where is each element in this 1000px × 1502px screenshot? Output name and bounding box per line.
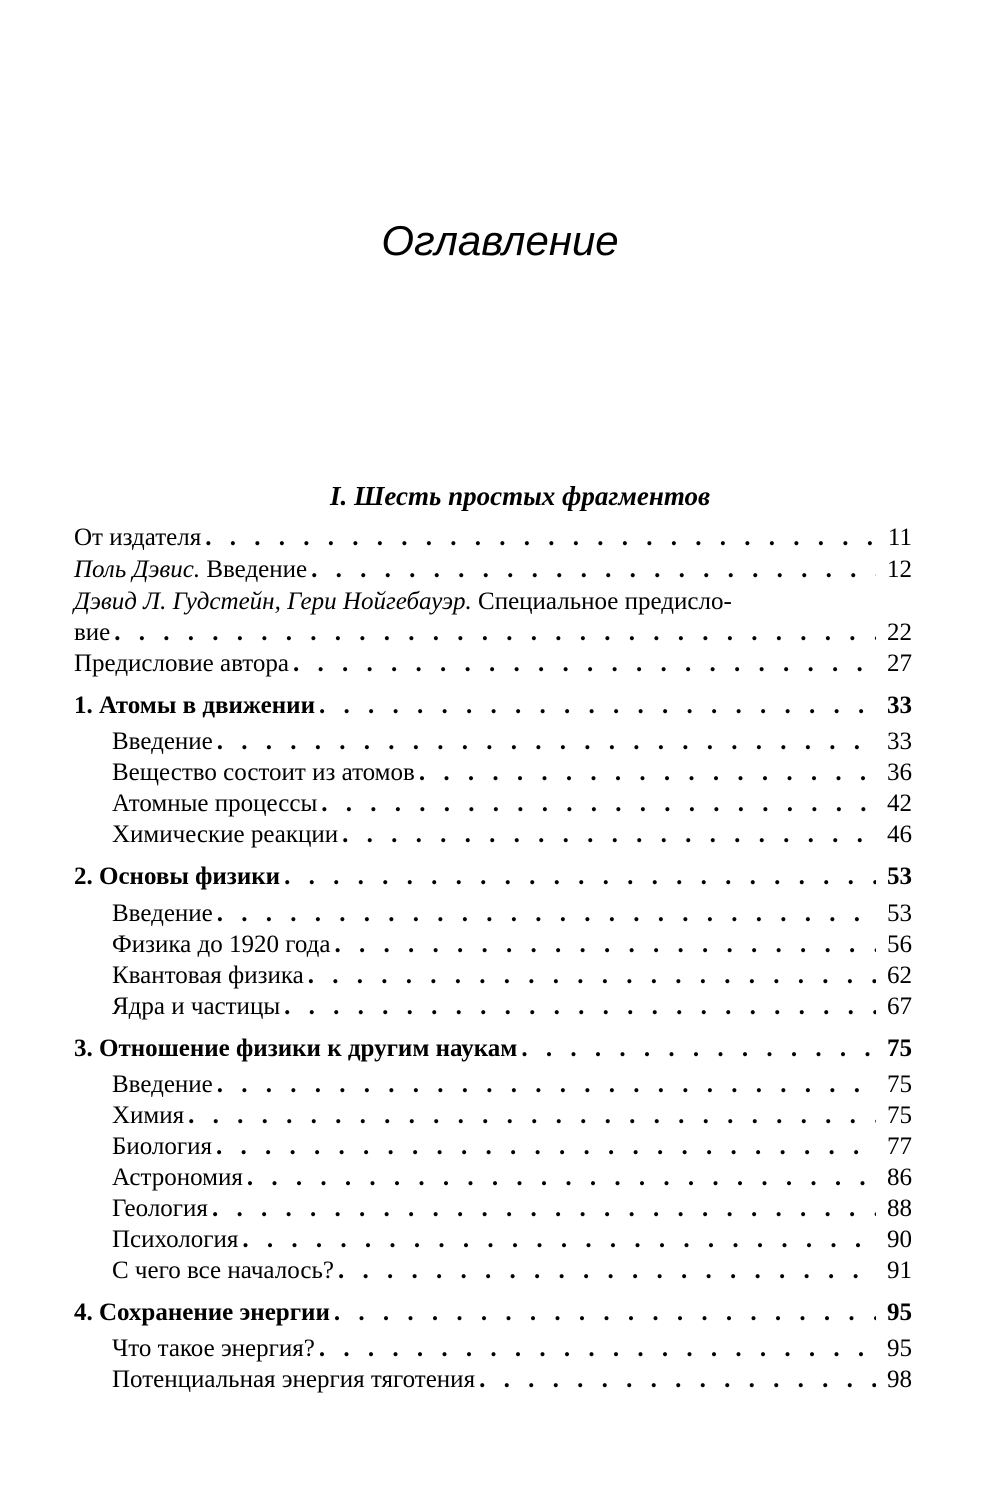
chapter-title: 4. Сохранение энергии: [74, 1299, 330, 1326]
toc-section[interactable]: [112, 1364, 912, 1396]
section-title: С чего все началось?: [112, 1257, 334, 1284]
section-title: Ядра и частицы: [112, 993, 281, 1020]
section-title: Атомные процессы: [112, 790, 318, 817]
dot-leader: [205, 522, 876, 554]
toc-chapter[interactable]: [74, 690, 912, 722]
toc-chapter[interactable]: [74, 1297, 912, 1329]
dot-leader: [319, 690, 876, 722]
page-number: 27: [887, 650, 912, 677]
dot-leader: [419, 757, 876, 789]
section-title: Физика до 1920 года: [112, 931, 331, 958]
page-number: 95: [887, 1299, 912, 1326]
page-number: 88: [887, 1195, 912, 1222]
page-number: 91: [887, 1257, 912, 1284]
toc-section[interactable]: [112, 1131, 912, 1163]
entry-title: вие: [74, 619, 111, 646]
dot-leader: [284, 991, 876, 1023]
toc-section[interactable]: [112, 1255, 912, 1287]
toc-entry-line[interactable]: [74, 586, 912, 618]
entry-title: [74, 554, 307, 586]
page-number: 75: [887, 1102, 912, 1129]
toc-entry[interactable]: [74, 554, 912, 586]
section-title: Химические реакции: [112, 821, 339, 848]
toc-entry[interactable]: [74, 648, 912, 680]
toc-entry[interactable]: [74, 522, 912, 554]
page-number: 62: [887, 962, 912, 989]
toc-section[interactable]: [112, 757, 912, 789]
page-number: 98: [887, 1366, 912, 1393]
entry-title: От издателя: [74, 524, 202, 551]
page-number: 67: [887, 993, 912, 1020]
page-number: 22: [887, 619, 912, 646]
section-title: Потенциальная энергия тяготения: [112, 1366, 476, 1393]
dot-leader: [284, 861, 876, 893]
toc-section[interactable]: [112, 898, 912, 930]
toc-section[interactable]: [112, 1193, 912, 1225]
dot-leader: [247, 1162, 876, 1194]
dot-leader: [334, 929, 876, 961]
dot-leader: [114, 617, 876, 649]
dot-leader: [212, 1193, 876, 1225]
page-number: 77: [887, 1133, 912, 1160]
dot-leader: [311, 554, 876, 586]
entry-title: Предисловие автора: [74, 650, 289, 677]
page-number: 53: [887, 863, 912, 890]
dot-leader: [479, 1364, 876, 1396]
section-title: Геология: [112, 1195, 208, 1222]
page-number: 95: [887, 1335, 912, 1362]
toc-section[interactable]: [112, 1162, 912, 1194]
toc-section[interactable]: [112, 726, 912, 758]
page-number: 56: [887, 931, 912, 958]
dot-leader: [217, 726, 876, 758]
section-title: Вещество состоит из атомов: [112, 759, 415, 786]
entry-author: Поль Дэвис.: [74, 556, 201, 583]
section-title: Биология: [112, 1133, 213, 1160]
page-number: 33: [887, 692, 912, 719]
entry-text: Введение: [200, 556, 308, 583]
section-title: Психология: [112, 1226, 239, 1253]
toc-section[interactable]: [112, 819, 912, 851]
toc-section[interactable]: [112, 1069, 912, 1101]
page-number: 46: [887, 821, 912, 848]
dot-leader: [319, 1333, 876, 1365]
section-title: Введение: [112, 728, 213, 755]
page-number: 53: [887, 900, 912, 927]
section-title: Астрономия: [112, 1164, 243, 1191]
entry-author: Дэвид Л. Гудстейн, Гери Нойгебауэр.: [74, 588, 472, 615]
page-number: 12: [887, 556, 912, 583]
page-number: 33: [887, 728, 912, 755]
section-title: Химия: [112, 1102, 185, 1129]
entry-text: Специальное предисло-: [471, 588, 732, 615]
dot-leader: [216, 1131, 876, 1163]
toc-section[interactable]: [112, 1333, 912, 1365]
toc-section[interactable]: [112, 1100, 912, 1132]
dot-leader: [308, 960, 876, 992]
toc-section[interactable]: [112, 929, 912, 961]
page-number: 75: [887, 1035, 912, 1062]
page-title: Оглавление: [381, 217, 619, 264]
toc-chapter[interactable]: [74, 1033, 912, 1065]
page-number: 86: [887, 1164, 912, 1191]
page-number: 75: [887, 1071, 912, 1098]
page-number: 11: [887, 524, 912, 551]
page-number: 36: [887, 759, 912, 786]
toc-section[interactable]: [112, 960, 912, 992]
toc-entry[interactable]: [74, 617, 912, 649]
page-number: 42: [887, 790, 912, 817]
section-title: Квантовая физика: [112, 962, 304, 989]
dot-leader: [217, 898, 876, 930]
dot-leader: [242, 1224, 876, 1256]
section-title: Что такое энергия?: [112, 1335, 315, 1362]
chapter-title: 2. Основы физики: [74, 863, 281, 890]
page-number: 90: [887, 1226, 912, 1253]
section-title: Введение: [112, 900, 213, 927]
dot-leader: [293, 648, 876, 680]
toc-section[interactable]: [112, 1224, 912, 1256]
dot-leader: [217, 1069, 876, 1101]
toc-section[interactable]: [112, 788, 912, 820]
section-title: Введение: [112, 1071, 213, 1098]
toc-chapter[interactable]: [74, 861, 912, 893]
dot-leader: [338, 1255, 876, 1287]
dot-leader: [188, 1100, 876, 1132]
dot-leader: [321, 788, 876, 820]
toc-section[interactable]: [112, 991, 912, 1023]
chapter-title: 3. Отношение физики к другим наукам: [74, 1035, 518, 1062]
dot-leader: [334, 1297, 876, 1329]
dot-leader: [521, 1033, 876, 1065]
part-title: I. Шесть простых фрагментов: [329, 481, 711, 511]
dot-leader: [342, 819, 876, 851]
chapter-title: 1. Атомы в движении: [74, 692, 315, 719]
